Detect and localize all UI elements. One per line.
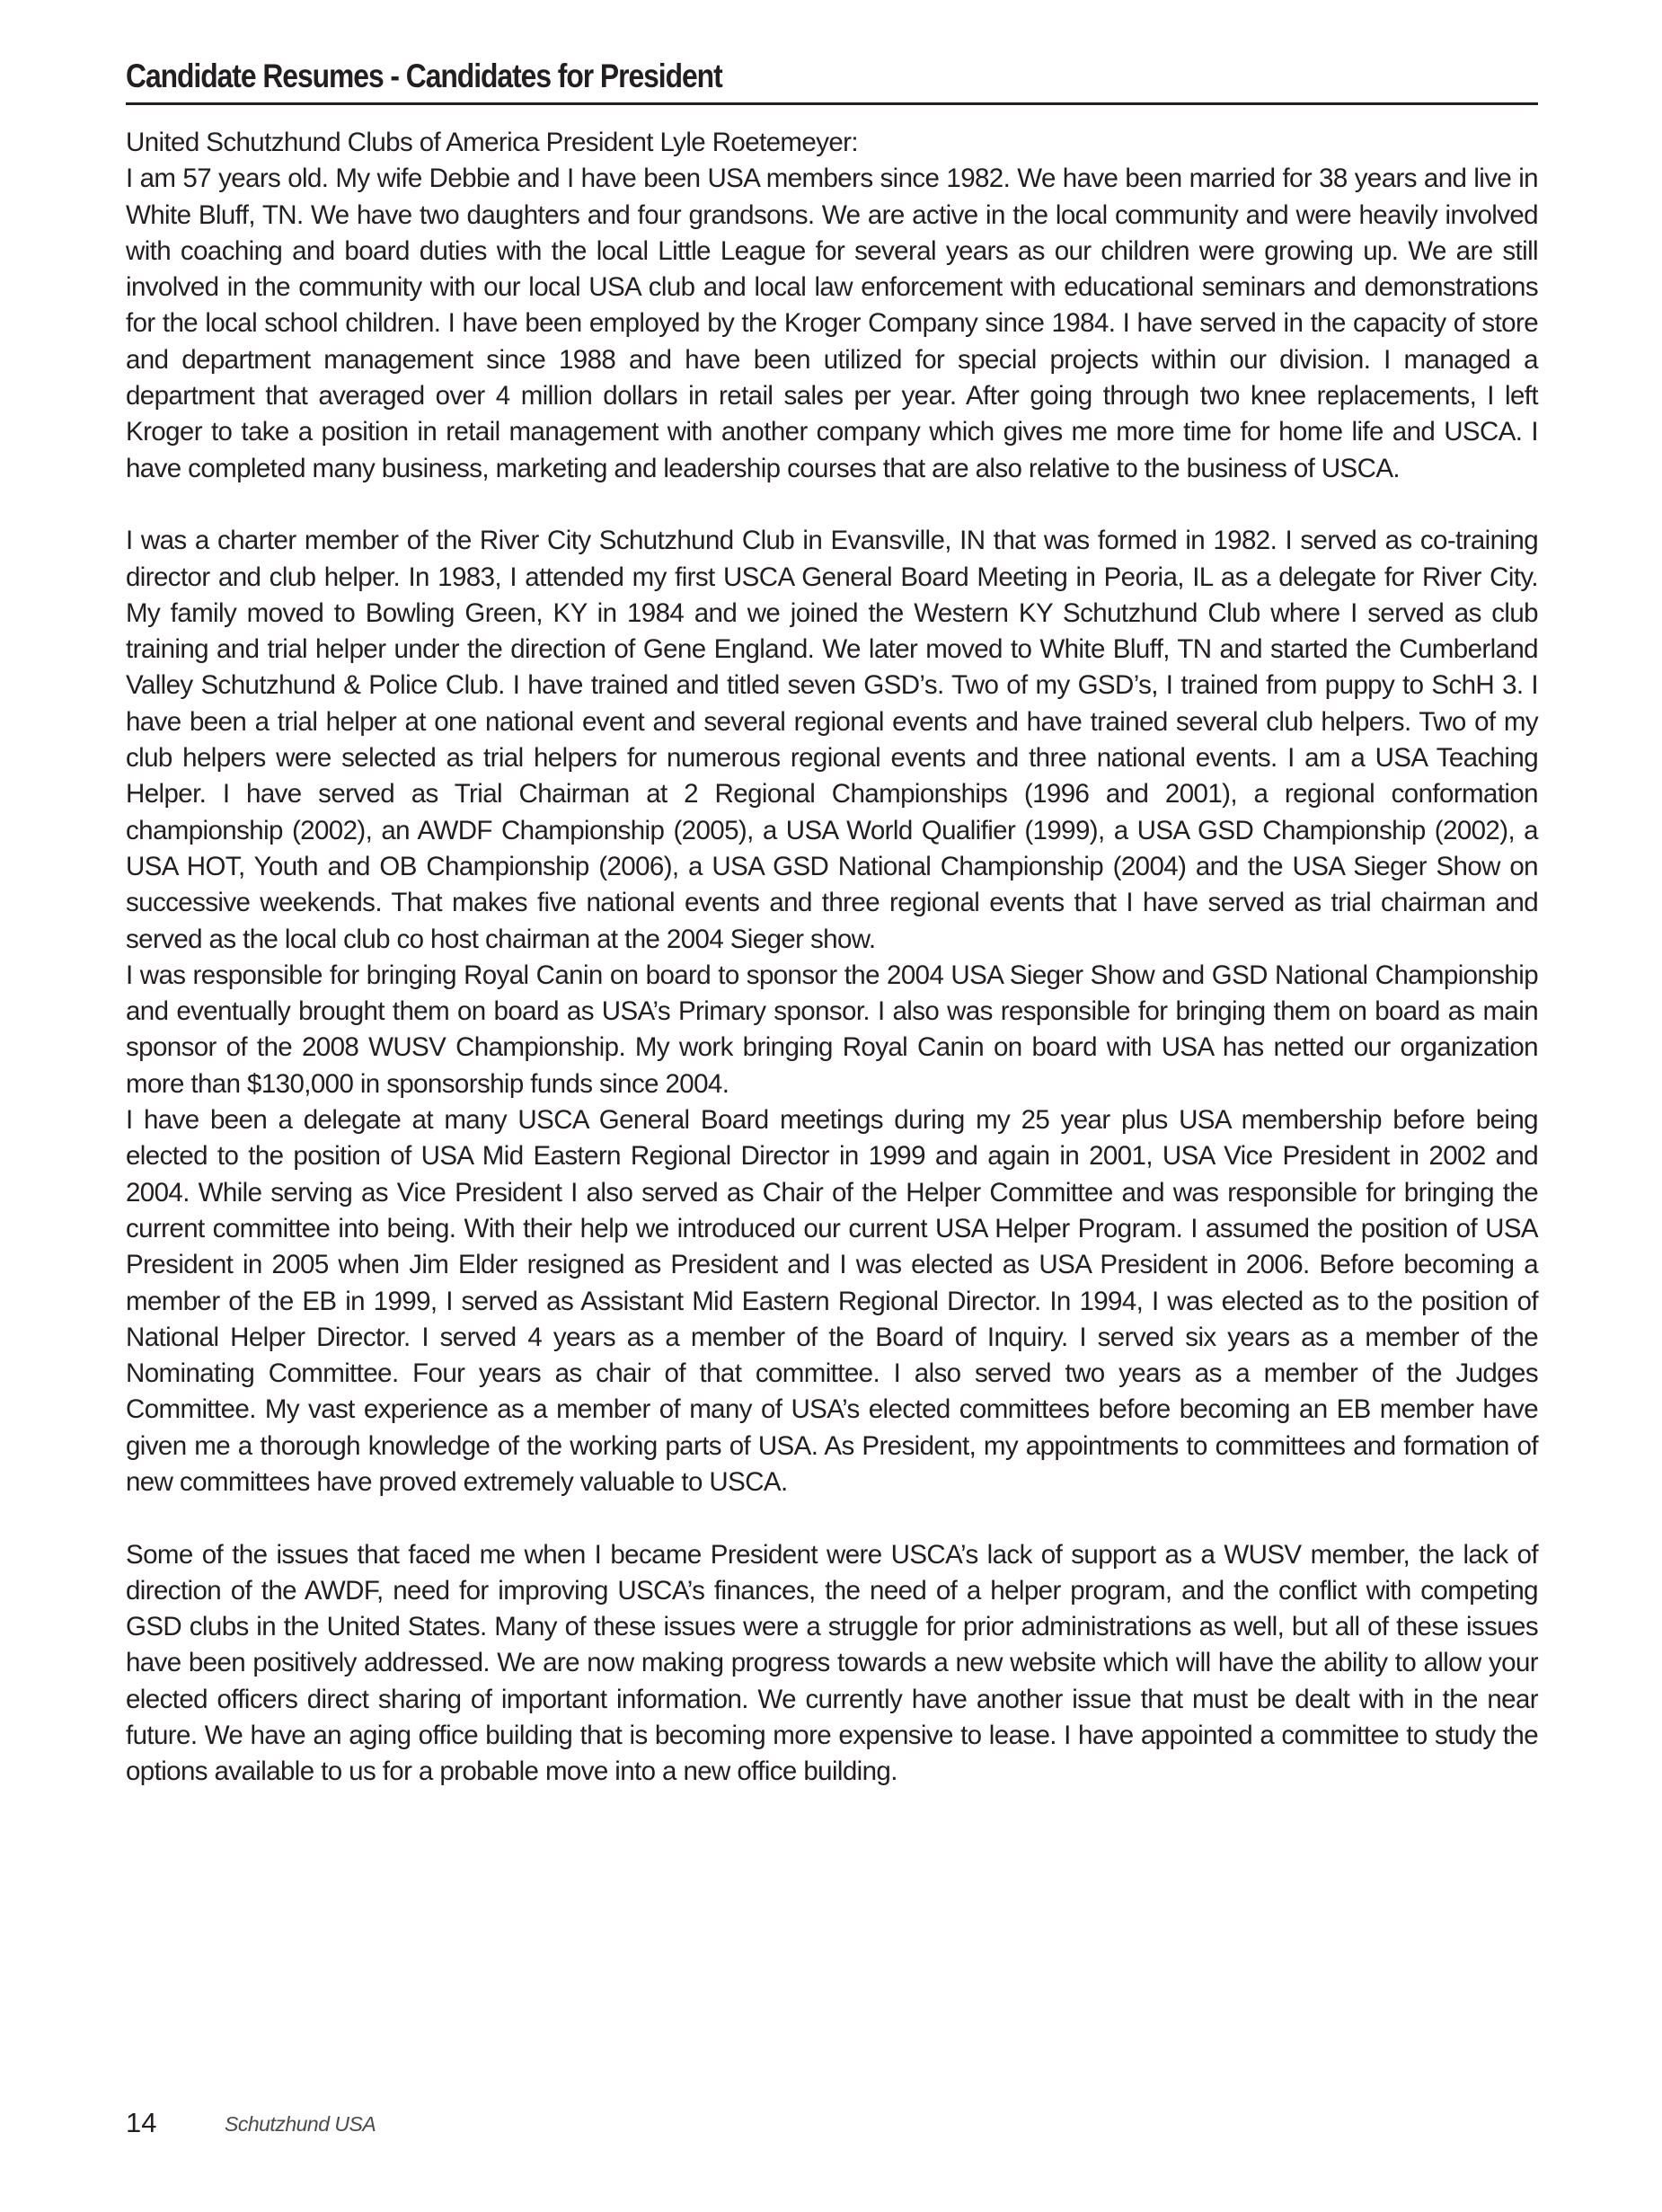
document-page (126, 54, 1538, 1791)
title-divider (126, 102, 1538, 105)
article-body (126, 125, 1538, 1791)
paragraph-sponsorship: I was responsible for bringing Royal Canin on board to sponsor the 2004 USA Sieger Show and GSD National Championship and eventually brought them on board as USA’s Primary sponsor. I also was responsible for bringing them on board as main sponsor of the 2008 WUSV Championship. My work bringing Royal Canin on board with USA has netted our organization more than $130,000 in sponsorship funds since 2004. (126, 960, 1538, 1099)
publication-name: Schutzhund USA (225, 2112, 376, 2136)
paragraph-personal-background: I am 57 years old. My wife Debbie and I have been USA members since 1982. We have been married for 38 years and live in White Bluff, TN. We have two daughters and four grandsons. We are active in the local community and were heavily involved with coaching and board duties with the local Little League for several years as our children were growing up. We are still involved in the community with our local USA club and local law enforcement with educational seminars and demonstrations for the local school children. I have been employed by the Kroger Company since 1984. I have served in the capacity of store and department management since 1988 and have been utilized for special projects within our division. I managed a department that averaged over 4 million dollars in retail sales per year. After going through two knee replacements, I left Kroger to take a position in retail management with another company which gives me more time for home life and USCA. I have completed many business, marketing and leadership courses that are also relative to the business of USCA. (126, 164, 1538, 483)
candidate-intro: United Schutzhund Clubs of America President Lyle Roetemeyer: (126, 128, 858, 157)
page-title: Candidate Resumes - Candidates for President (126, 58, 722, 94)
paragraph-club-history: I was a charter member of the River City Schutzhund Club in Evansville, IN that was formed in 1982. I served as co-training director and club helper. In 1983, I attended my first USCA General Board Meeting in Peoria, IL as a delegate for River City. My family moved to Bowling Green, KY in 1984 and we joined the Western KY Schutzhund Club where I served as club training and trial helper under the direction of Gene England. We later moved to White Bluff, TN and started the Cumberland Valley Schutzhund & Police Club. I have trained and titled seven GSD’s. Two of my GSD’s, I trained from puppy to SchH 3. I have been a trial helper at one national event and several regional events and have trained several club helpers. Two of my club helpers were selected as trial helpers for numerous regional events and three national events. I am a USA Teaching Helper. I have served as Trial Chairman at 2 Regional Championships (1996 and 2001), a regional conformation championship (2002), an AWDF Championship (2005), a USA World Qualifier (1999), a USA GSD Championship (2002), a USA HOT, Youth and OB Championship (2006), a USA GSD National Championship (2004) and the USA Sieger Show on successive weekends. That makes five national events and three regional events that I have served as trial chairman and served as the local club co host chairman at the 2004 Sieger show. (126, 526, 1538, 954)
paragraph-board-service: I have been a delegate at many USCA General Board meetings during my 25 year plus USA membership before being elected to the position of USA Mid Eastern Regional Director in 1999 and again in 2001, USA Vice President in 2002 and 2004. While serving as Vice President I also served as Chair of the Helper Committee and was responsible for bringing the current committee into being. With their help we introduced our current USA Helper Program. I assumed the position of USA President in 2005 when Jim Elder resigned as President and I was elected as USA President in 2006. Before becoming a member of the EB in 1999, I served as Assistant Mid Eastern Regional Director. In 1994, I was elected as to the position of National Helper Director. I served 4 years as a member of the Board of Inquiry. I served six years as a member of the Nominating Committee. Four years as chair of that committee. I also served two years as a member of the Judges Committee. My vast experience as a member of many of USA’s elected committees before becoming an EB member have given me a thorough knowledge of the working parts of USA. As President, my appointments to committees and formation of new committees have proved extremely valuable to USCA. (126, 1105, 1538, 1497)
page-number: 14 (126, 2107, 157, 2138)
paragraph-issues: Some of the issues that faced me when I became President were USCA’s lack of support as a WUSV member, the lack of direction of the AWDF, need for improving USCA’s finances, the need of a helper program, and the conflict with competing GSD clubs in the United States. Many of these issues were a struggle for prior administrations as well, but all of these issues have been positively addressed. We are now making progress towards a new website which will have the ability to allow your elected officers direct sharing of important information. We currently have another issue that must be dealt with in the near future. We have an aging office building that is becoming more expensive to lease. I have appointed a committee to study the options available to us for a probable move into a new office building. (126, 1539, 1538, 1787)
